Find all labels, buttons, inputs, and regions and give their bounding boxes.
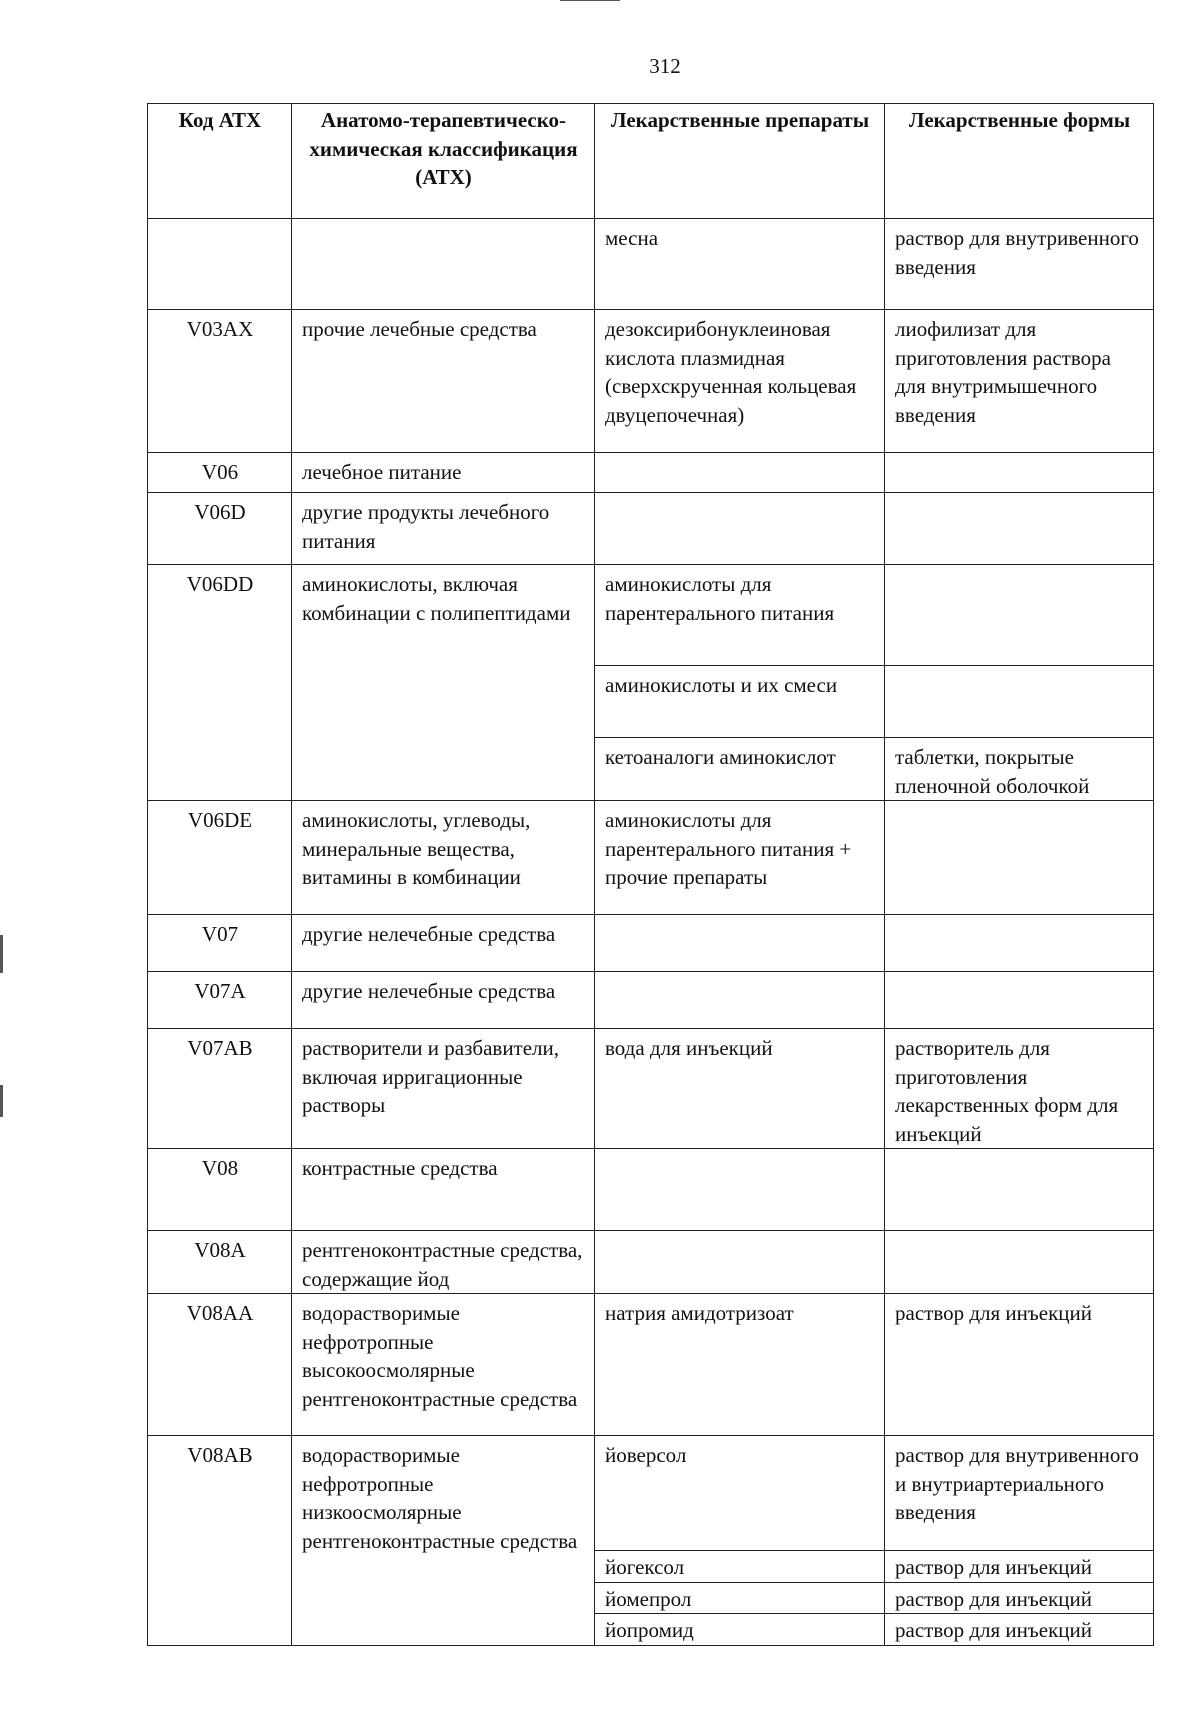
table-row xyxy=(148,310,1154,453)
drug-form xyxy=(885,1231,1154,1294)
atx-code: V06DE xyxy=(148,801,292,915)
atx-code: V07 xyxy=(148,915,292,972)
drug-form: раствор для внутривенного введения xyxy=(885,219,1154,310)
table-row xyxy=(148,801,1154,915)
header-row xyxy=(148,104,1154,219)
scan-edge-mark xyxy=(0,1085,3,1117)
drug-form: растворитель для приготовления лекарственных форм для инъекций xyxy=(885,1029,1154,1149)
scan-edge-mark xyxy=(0,935,3,973)
drug-form xyxy=(885,565,1154,666)
table-row xyxy=(148,565,1154,666)
header-classification: Анатомо-терапевтическо-химическая классификация (АТХ) xyxy=(292,104,595,219)
drug-form xyxy=(885,915,1154,972)
atx-classification: водорастворимые нефротропные высокоосмолярные рентгеноконтрастные средства xyxy=(292,1294,595,1436)
atx-classification: аминокислоты, включая комбинации с полипептидами xyxy=(292,565,595,801)
atx-code: V08 xyxy=(148,1149,292,1231)
atx-classification xyxy=(292,219,595,310)
drug-name: йогексол xyxy=(595,1551,885,1583)
table-row xyxy=(148,1294,1154,1436)
atx-code: V06DD xyxy=(148,565,292,801)
drug-name: месна xyxy=(595,219,885,310)
atx-code: V08AA xyxy=(148,1294,292,1436)
header-drugs: Лекарственные препараты xyxy=(595,104,885,219)
table-row xyxy=(148,1231,1154,1294)
atx-classification: другие нелечебные средства xyxy=(292,972,595,1029)
atx-code: V08AB xyxy=(148,1436,292,1646)
drug-form xyxy=(885,801,1154,915)
table-row xyxy=(148,1149,1154,1231)
atx-classification: рентгеноконтрастные средства, содержащие йод xyxy=(292,1231,595,1294)
drug-form xyxy=(885,493,1154,565)
drug-form xyxy=(885,1149,1154,1231)
drug-name xyxy=(595,1231,885,1294)
drug-name: аминокислоты для парентерального питания xyxy=(595,565,885,666)
atx-classification: другие нелечебные средства xyxy=(292,915,595,972)
header-code: Код АТХ xyxy=(148,104,292,219)
drug-name: йомепрол xyxy=(595,1582,885,1614)
atx-classification: аминокислоты, углеводы, минеральные вещества, витамины в комбинации xyxy=(292,801,595,915)
drug-form: лиофилизат для приготовления раствора для внутримышечного введения xyxy=(885,310,1154,453)
atx-code: V07AB xyxy=(148,1029,292,1149)
drug-form: раствор для инъекций xyxy=(885,1294,1154,1436)
drug-name xyxy=(595,972,885,1029)
drug-form xyxy=(885,972,1154,1029)
atx-code xyxy=(148,219,292,310)
table-row xyxy=(148,972,1154,1029)
drug-name: дезоксирибонуклеиновая кислота плазмидная (сверхскрученная кольцевая двуцепочечная) xyxy=(595,310,885,453)
drug-name: вода для инъекций xyxy=(595,1029,885,1149)
table-row xyxy=(148,1029,1154,1149)
atx-classification: растворители и разбавители, включая ирригационные растворы xyxy=(292,1029,595,1149)
atx-code: V08A xyxy=(148,1231,292,1294)
atx-classification: другие продукты лечебного питания xyxy=(292,493,595,565)
drug-form: таблетки, покрытые пленочной оболочкой xyxy=(885,738,1154,801)
drug-form: раствор для инъекций xyxy=(885,1551,1154,1583)
drug-name: натрия амидотризоат xyxy=(595,1294,885,1436)
drug-form: раствор для инъекций xyxy=(885,1582,1154,1614)
drug-name xyxy=(595,493,885,565)
atx-code: V03AX xyxy=(148,310,292,453)
drug-form xyxy=(885,453,1154,493)
table-row xyxy=(148,1436,1154,1551)
atx-code: V07A xyxy=(148,972,292,1029)
drug-name xyxy=(595,453,885,493)
atx-classification: прочие лечебные средства xyxy=(292,310,595,453)
drug-name xyxy=(595,1149,885,1231)
table-row xyxy=(148,453,1154,493)
atx-classification: контрастные средства xyxy=(292,1149,595,1231)
drug-name: кетоаналоги аминокислот xyxy=(595,738,885,801)
drug-form xyxy=(885,666,1154,738)
drug-form: раствор для внутривенного и внутриартериального введения xyxy=(885,1436,1154,1551)
table-row xyxy=(148,219,1154,310)
drug-form: раствор для инъекций xyxy=(885,1614,1154,1646)
header-forms: Лекарственные формы xyxy=(885,104,1154,219)
drug-name: аминокислоты для парентерального питания + прочие препараты xyxy=(595,801,885,915)
drug-name: йопромид xyxy=(595,1614,885,1646)
table-row xyxy=(148,493,1154,565)
atx-table xyxy=(147,103,1154,1646)
atx-code: V06D xyxy=(148,493,292,565)
drug-name xyxy=(595,915,885,972)
scan-top-mark xyxy=(560,0,620,1)
page-number: 312 xyxy=(649,54,681,78)
atx-classification: лечебное питание xyxy=(292,453,595,493)
drug-name: аминокислоты и их смеси xyxy=(595,666,885,738)
table-row xyxy=(148,915,1154,972)
drug-name: йоверсол xyxy=(595,1436,885,1551)
atx-classification: водорастворимые нефротропные низкоосмолярные рентгеноконтрастные средства xyxy=(292,1436,595,1646)
atx-code: V06 xyxy=(148,453,292,493)
